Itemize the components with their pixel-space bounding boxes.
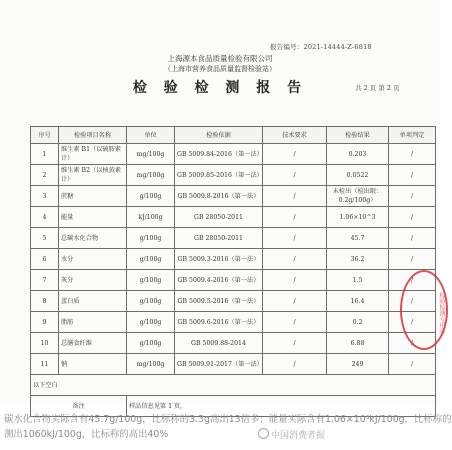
cell-method: GB 5009.3-2016（第一法） (175, 249, 263, 270)
cell-item-name: 能量 (59, 207, 127, 228)
cell-result: 6.88 (327, 333, 389, 354)
header-no: 序号 (31, 127, 59, 144)
weibo-icon (258, 428, 269, 439)
table-row (31, 333, 436, 354)
cell-unit: g/100g (127, 249, 175, 270)
cell-method: GB 28050-2011 (175, 228, 263, 249)
cell-row-no: 9 (31, 312, 59, 333)
caption-line-1: 碳水化合物实际含有45.7g/100g，比标称的3.3g高出13倍多；能量实际含有1.06×10³kJ/100g，比标称的 (4, 414, 452, 425)
article-caption (4, 412, 452, 442)
cell-unit: g/100g (127, 228, 175, 249)
cell-judgement: / (389, 291, 436, 312)
cell-requirement: / (263, 291, 327, 312)
note-text: 样品信息见第 1 页。 (127, 396, 436, 417)
cell-row-no: 3 (31, 186, 59, 207)
cell-method: GB 5009.8-2016（第一法） (175, 186, 263, 207)
cell-unit: g/100g (127, 270, 175, 291)
cell-requirement: / (263, 270, 327, 291)
cell-requirement: / (263, 228, 327, 249)
cell-item-name: 维生素 B2（以核黄素计） (59, 165, 127, 186)
table-row (31, 165, 436, 186)
caption-line-2: 测出1060kJ/100g，比标称的高出40% (4, 429, 169, 440)
table-row (31, 186, 436, 207)
cell-row-no: 1 (31, 144, 59, 165)
cell-method: GB 5009.6-2016（第一法） (175, 312, 263, 333)
org-name: 上海源本食品质量检验有限公司 (167, 54, 273, 63)
cell-judgement: / (389, 144, 436, 165)
cell-result: 0.2 (327, 312, 389, 333)
cell-result: 未检出（检出限：0.2g/100g） (327, 186, 389, 207)
official-seal: 检验检测专用章 (400, 270, 448, 350)
cell-method: GB 5009.4-2016（第一法） (175, 270, 263, 291)
cell-row-no: 11 (31, 354, 59, 375)
cell-judgement: / (389, 249, 436, 270)
header-item: 检验项目名称 (59, 127, 127, 144)
note-label: 备注 (31, 396, 127, 417)
cell-item-name: 总膳食纤维 (59, 333, 127, 354)
cell-unit: kJ/100g (127, 207, 175, 228)
watermark-text: 中国消费者报 (271, 431, 326, 441)
header-unit: 单位 (127, 127, 175, 144)
cell-judgement: / (389, 270, 436, 291)
table-row (31, 354, 436, 375)
cell-row-no: 6 (31, 249, 59, 270)
cell-result: 1.06×10^3 (327, 207, 389, 228)
cell-method: GB 5009.88-2014 (175, 333, 263, 354)
cell-method: GB 5009.5-2016（第一法） (175, 291, 263, 312)
table-row (31, 228, 436, 249)
cell-unit: mg/100g (127, 165, 175, 186)
source-watermark (258, 428, 325, 441)
cell-row-no: 2 (31, 165, 59, 186)
cell-unit: g/100g (127, 291, 175, 312)
cell-result: 36.2 (327, 249, 389, 270)
report-title: 检 验 检 测 报 告 (132, 80, 308, 96)
cell-method: GB 5009.91-2017（第一法） (175, 354, 263, 375)
cell-unit: mg/100g (127, 354, 175, 375)
cell-result: 249 (327, 354, 389, 375)
cell-result: 0.0522 (327, 165, 389, 186)
table-row (31, 270, 436, 291)
cell-row-no: 7 (31, 270, 59, 291)
cell-requirement: / (263, 207, 327, 228)
table-row (31, 312, 436, 333)
cell-method: GB 5009.84-2016（第一法） (175, 144, 263, 165)
cell-judgement: / (389, 228, 436, 249)
cell-unit: g/100g (127, 186, 175, 207)
cell-result: 1.5 (327, 270, 389, 291)
cell-item-name: 灰分 (59, 270, 127, 291)
page-info: 共 2 页 第 2 页 (355, 84, 400, 92)
cell-requirement: / (263, 354, 327, 375)
cell-item-name: 水分 (59, 249, 127, 270)
cell-judgement: / (389, 165, 436, 186)
cell-judgement: / (389, 333, 436, 354)
inspection-table (30, 126, 436, 417)
cell-unit: g/100g (127, 312, 175, 333)
table-row (31, 249, 436, 270)
cell-row-no: 8 (31, 291, 59, 312)
cell-item-name: 蔗糖 (59, 186, 127, 207)
cell-item-name: 蛋白质 (59, 291, 127, 312)
cell-unit: mg/100g (127, 144, 175, 165)
cell-requirement: / (263, 144, 327, 165)
cell-judgement: / (389, 312, 436, 333)
cell-row-no: 10 (31, 333, 59, 354)
cell-item-name: 钠 (59, 354, 127, 375)
cell-method: GB 5009.85-2016（第一法） (175, 165, 263, 186)
cell-unit: g/100g (127, 333, 175, 354)
org-subtitle: （上海市营养食品质量监督检验站） (164, 65, 276, 73)
cell-requirement: / (263, 312, 327, 333)
table-row (31, 144, 436, 165)
cell-row-no: 5 (31, 228, 59, 249)
cell-requirement: / (263, 249, 327, 270)
cell-judgement: / (389, 186, 436, 207)
cell-item-name: 脂肪 (59, 312, 127, 333)
cell-result: 16.4 (327, 291, 389, 312)
table-row (31, 207, 436, 228)
cell-requirement: / (263, 165, 327, 186)
header-judgement: 单项判定 (389, 127, 436, 144)
header-result: 检验结果 (327, 127, 389, 144)
cell-item-name: 维生素 B1（以硫胺素计） (59, 144, 127, 165)
cell-item-name: 总碳水化合物 (59, 228, 127, 249)
cell-row-no: 4 (31, 207, 59, 228)
cell-judgement: / (389, 354, 436, 375)
header-requirement: 技术要求 (263, 127, 327, 144)
cell-requirement: / (263, 333, 327, 354)
table-row (31, 291, 436, 312)
cell-result: 0.203 (327, 144, 389, 165)
blank-row-label: 以下空白 (31, 375, 436, 396)
cell-method: GB 28050-2011 (175, 207, 263, 228)
cell-judgement: / (389, 207, 436, 228)
cell-requirement: / (263, 186, 327, 207)
cell-result: 45.7 (327, 228, 389, 249)
blank-row (31, 375, 436, 396)
header-method: 检验依据 (175, 127, 263, 144)
table-header-row (31, 127, 436, 144)
report-number: 报告编号：2021-14444-Z-6818 (270, 43, 372, 51)
